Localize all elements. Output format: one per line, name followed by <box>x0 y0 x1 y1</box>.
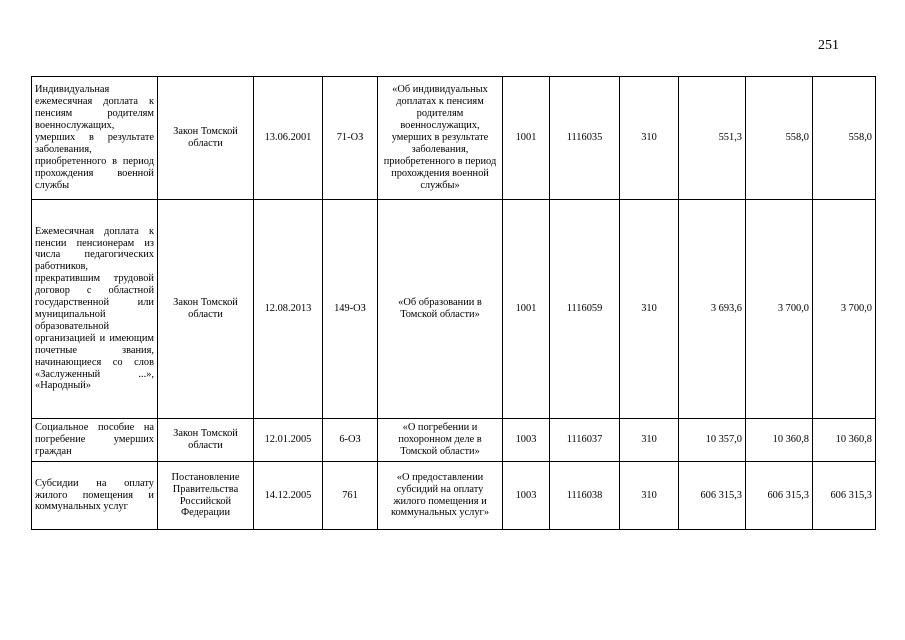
act-number-cell: 6-ОЗ <box>323 419 378 462</box>
amount-2-cell: 606 315,3 <box>746 462 813 530</box>
amount-1-cell: 551,3 <box>679 77 746 200</box>
act-date-cell: 14.12.2005 <box>254 462 323 530</box>
expense-type-cell: 310 <box>620 462 679 530</box>
act-date-cell: 13.06.2001 <box>254 77 323 200</box>
amount-3-cell: 10 360,8 <box>813 419 876 462</box>
act-type-cell: Постановление Правительства Российской Федерации <box>158 462 254 530</box>
expense-type-cell: 310 <box>620 419 679 462</box>
page-number: 251 <box>818 38 839 53</box>
target-article-cell: 1116059 <box>550 200 620 419</box>
target-article-cell: 1116037 <box>550 419 620 462</box>
amount-1-cell: 10 357,0 <box>679 419 746 462</box>
act-type-cell: Закон Томской области <box>158 77 254 200</box>
act-title-cell: «О погребении и похоронном деле в Томской области» <box>378 419 503 462</box>
table-row <box>32 77 876 200</box>
table-row <box>32 200 876 419</box>
section-code-cell: 1001 <box>503 200 550 419</box>
table-row <box>32 462 876 530</box>
obligation-name-cell: Ежемесячная доплата к пенсии пенсионерам из числа педагогических работников, прекратившим трудовой договор с областной государственной или муниципальной образовательной организацией и имеющим почетные звания, начинающиеся со слов «Заслуженный ...», «Народный» <box>32 200 158 419</box>
target-article-cell: 1116038 <box>550 462 620 530</box>
amount-2-cell: 558,0 <box>746 77 813 200</box>
obligations-table <box>31 76 876 530</box>
act-type-cell: Закон Томской области <box>158 200 254 419</box>
act-type-cell: Закон Томской области <box>158 419 254 462</box>
amount-1-cell: 3 693,6 <box>679 200 746 419</box>
act-title-cell: «О предоставлении субсидий на оплату жилого помещения и коммунальных услуг» <box>378 462 503 530</box>
amount-1-cell: 606 315,3 <box>679 462 746 530</box>
target-article-cell: 1116035 <box>550 77 620 200</box>
act-number-cell: 71-ОЗ <box>323 77 378 200</box>
table-row <box>32 419 876 462</box>
act-date-cell: 12.08.2013 <box>254 200 323 419</box>
act-title-cell: «Об образовании в Томской области» <box>378 200 503 419</box>
obligation-name-cell: Социальное пособие на погребение умерших граждан <box>32 419 158 462</box>
amount-2-cell: 10 360,8 <box>746 419 813 462</box>
section-code-cell: 1001 <box>503 77 550 200</box>
act-number-cell: 149-ОЗ <box>323 200 378 419</box>
act-date-cell: 12.01.2005 <box>254 419 323 462</box>
amount-3-cell: 3 700,0 <box>813 200 876 419</box>
obligation-name-cell: Субсидии на оплату жилого помещения и коммунальных услуг <box>32 462 158 530</box>
act-number-cell: 761 <box>323 462 378 530</box>
obligation-name-cell: Индивидуальная ежемесячная доплата к пенсиям родителям военнослужащих, умерших в результате заболевания, приобретенного в период прохождения военной службы <box>32 77 158 200</box>
expense-type-cell: 310 <box>620 200 679 419</box>
act-title-cell: «Об индивидуальных доплатах к пенсиям родителям военнослужащих, умерших в результате заболевания, приобретенного в период прохождения военной службы» <box>378 77 503 200</box>
section-code-cell: 1003 <box>503 419 550 462</box>
amount-3-cell: 606 315,3 <box>813 462 876 530</box>
amount-3-cell: 558,0 <box>813 77 876 200</box>
section-code-cell: 1003 <box>503 462 550 530</box>
expense-type-cell: 310 <box>620 77 679 200</box>
amount-2-cell: 3 700,0 <box>746 200 813 419</box>
